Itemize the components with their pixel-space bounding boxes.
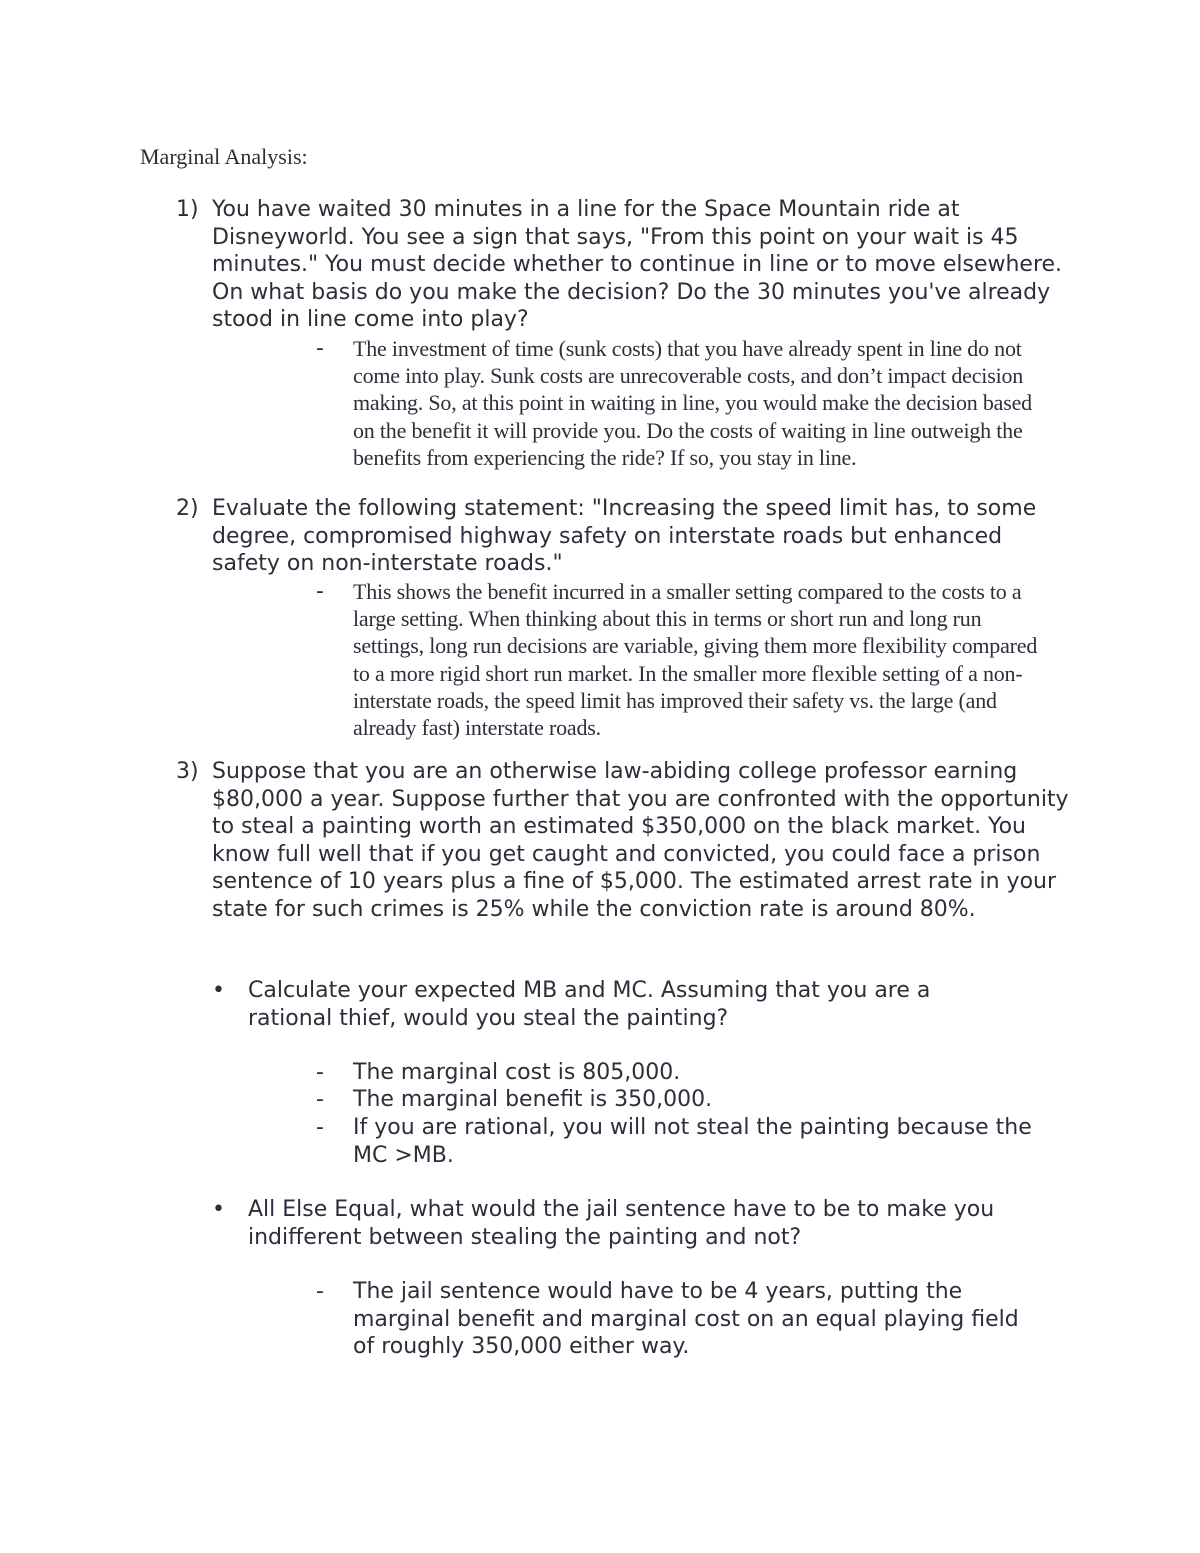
answer-text: The marginal cost is 805,000. xyxy=(353,1060,681,1085)
bullet-marker: • xyxy=(212,1197,225,1222)
answer-text: The marginal benefit is 350,000. xyxy=(353,1087,713,1112)
answer-3a-1 xyxy=(316,1059,1056,1087)
question-text: Evaluate the following statement: "Increasing the speed limit has, to some degree, compromised highway safety on interstate roads but enhanced safety on non-interstate roads." xyxy=(212,496,1037,576)
answer-text: The investment of time (sunk costs) that you have already spent in line do not come into play. Sunk costs are unrecoverable costs, and don’t impact decision making. So, at this point in waiting in line, you would make the decision based on the benefit it will provide you. Do the costs of waiting in line outweigh the benefits from experiencing the ride? If so, you stay in line. xyxy=(353,336,1032,470)
answer-3a-3 xyxy=(316,1114,1056,1169)
part-b xyxy=(212,1196,1072,1251)
dash-marker: - xyxy=(316,336,324,361)
part-a xyxy=(212,977,1002,1032)
question-3 xyxy=(176,758,1076,923)
part-text: Calculate your expected MB and MC. Assuming that you are a rational thief, would you steal the painting? xyxy=(248,978,931,1031)
question-1 xyxy=(176,196,1076,334)
dash-marker: - xyxy=(316,1115,324,1140)
answer-3a-2 xyxy=(316,1086,1056,1114)
question-2 xyxy=(176,495,1046,578)
question-number: 3) xyxy=(176,759,199,784)
answer-text: If you are rational, you will not steal the painting because the MC >MB. xyxy=(353,1115,1032,1168)
dash-marker: - xyxy=(316,579,324,604)
question-text: Suppose that you are an otherwise law-abiding college professor earning $80,000 a year. Suppose further that you are confronted with the opportunity to steal a painting worth an estimated $350,000 on the black market. You know full well that if you get caught and convicted, you could face a prison sentence of 10 years plus a fine of $5,000. The estimated arrest rate in your state for such crimes is 25% while the conviction rate is around 80%. xyxy=(212,759,1069,922)
question-number: 2) xyxy=(176,496,199,521)
dash-marker: - xyxy=(316,1087,324,1112)
dash-marker: - xyxy=(316,1279,324,1304)
question-text: You have waited 30 minutes in a line for the Space Mountain ride at Disneyworld. You see a sign that says, "From this point on your wait is 45 minutes." You must decide whether to continue in line or to move elsewhere. On what basis do you make the decision? Do the 30 minutes you've already stood in line come into play? xyxy=(212,197,1063,332)
dash-marker: - xyxy=(316,1060,324,1085)
part-text: All Else Equal, what would the jail sentence have to be to make you indifferent between stealing the painting and not? xyxy=(248,1197,995,1250)
answer-1 xyxy=(316,335,1056,471)
answer-text: This shows the benefit incurred in a smaller setting compared to the costs to a large setting. When thinking about this in terms or short run and long run settings, long run decisions are variable, giving them more flexibility compared to a more rigid short run market. In the smaller more flexible setting of a non-interstate roads, the speed limit has improved their safety vs. the large (and already fast) interstate roads. xyxy=(353,579,1038,741)
bullet-marker: • xyxy=(212,978,225,1003)
question-number: 1) xyxy=(176,197,199,222)
answer-3b-1 xyxy=(316,1278,1036,1361)
document-title: Marginal Analysis: xyxy=(140,144,308,169)
answer-2 xyxy=(316,578,1056,741)
answer-text: The jail sentence would have to be 4 years, putting the marginal benefit and marginal cost on an equal playing field of roughly 350,000 either way. xyxy=(353,1279,1019,1359)
